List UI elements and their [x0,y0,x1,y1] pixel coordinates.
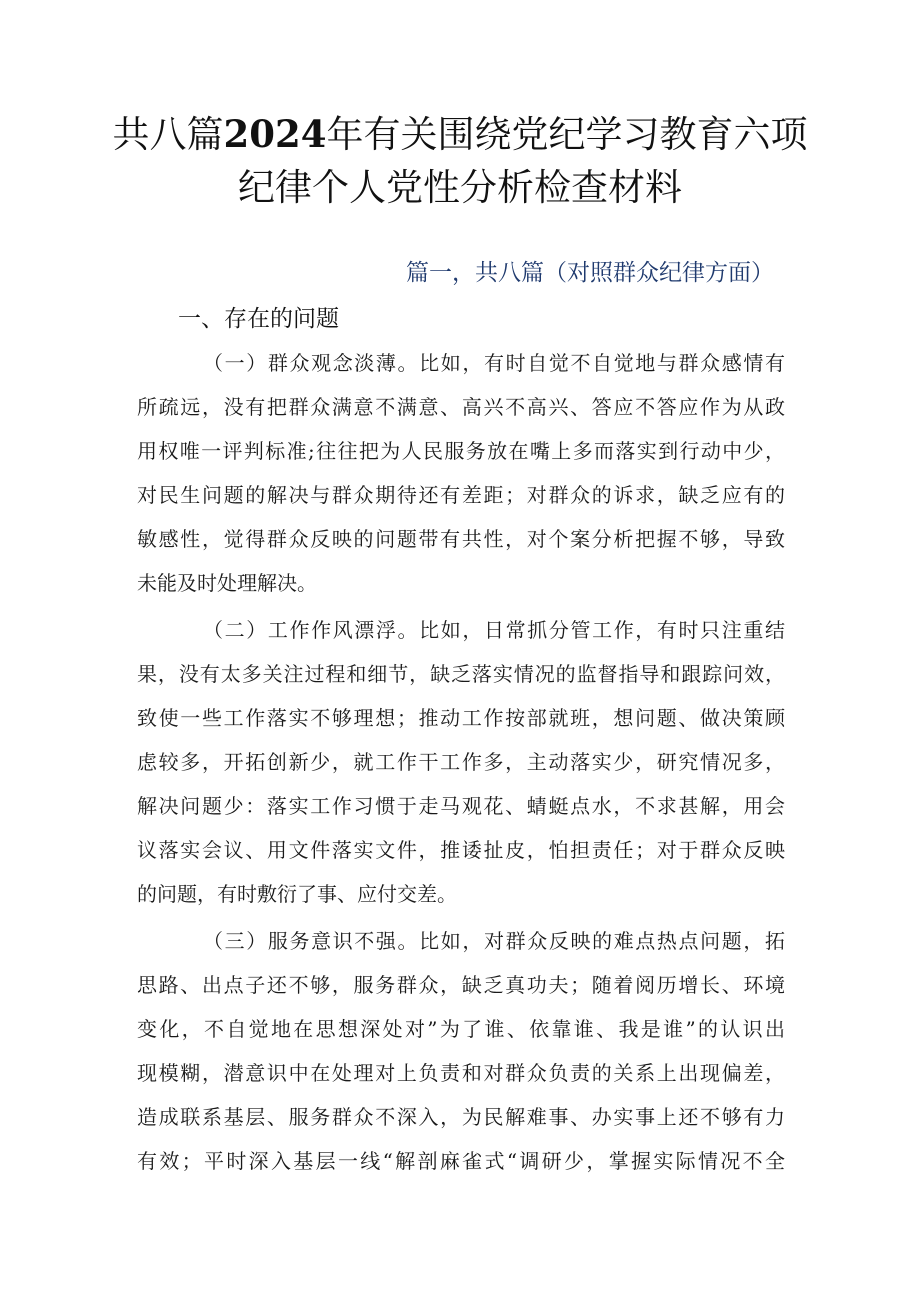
paragraph-line: 造成联系基层、服务群众不深入，为民解难事、办实事上还不够有力 [137,1105,785,1129]
paragraph-1 [137,341,785,605]
title-prefix: 共八篇 [112,113,224,156]
paragraph-line: 解决问题少：落实工作习惯于走马观花、蜻蜓点水，不求甚解，用会 [137,794,785,818]
section-heading: 一、存在的问题 [178,306,339,332]
paragraph-line: 议落实会议、用文件落实文件，推诿扯皮，怕担责任；对于群众反映 [137,838,785,862]
paragraph-line: 未能及时处理解决。 [137,571,317,595]
paragraph-line: 的问题，有时敷衍了事、应付交差。 [137,882,457,906]
paragraph-line: （二）工作作风漂浮。比如，日常抓分管工作，有时只注重结 [203,618,785,642]
paragraph-line: 对民生问题的解决与群众期待还有差距；对群众的诉求，缺乏应有的 [137,483,785,507]
paragraph-line: 敏感性，觉得群众反映的问题带有共性，对个案分析把握不够，导致 [137,527,785,551]
title-suffix: 年有关围绕党纪学习教育六项 [326,113,808,156]
paragraph-line: （一）群众观念淡薄。比如，有时自觉不自觉地与群众感情有 [203,351,785,375]
chapter-subheading: 篇一，共八篇（对照群众纪律方面） [406,260,774,286]
paragraph-line: 所疏远，没有把群众满意不满意、高兴不高兴、答应不答应作为从政 [137,395,785,419]
document-title-line-2: 纪律个人党性分析检查材料 [238,166,682,209]
paragraph-2 [137,608,785,916]
paragraph-line: 思路、出点子还不够，服务群众，缺乏真功夫；随着阅历增长、环境 [137,973,785,997]
document-title-line-1 [100,108,820,161]
paragraph-line: 致使一些工作落实不够理想；推动工作按部就班，想问题、做决策顾 [137,706,785,730]
paragraph-line: 虑较多，开拓创新少，就工作干工作多，主动落实少，研究情况多， [137,750,785,774]
paragraph-line: 现模糊，潜意识中在处理对上负责和对群众负责的关系上出现偏差， [137,1061,785,1085]
title-year: 2024 [223,112,327,156]
paragraph-line: 果，没有太多关注过程和细节，缺乏落实情况的监督指导和跟踪问效， [137,662,785,686]
paragraph-line: 有效；平时深入基层一线“解剖麻雀式“调研少，掌握实际情况不全 [137,1149,785,1173]
paragraph-line: （三）服务意识不强。比如，对群众反映的难点热点问题，拓 [203,929,785,953]
paragraph-line: 变化，不自觉地在思想深处对”为了谁、依靠谁、我是谁”的认识出 [137,1017,785,1041]
paragraph-3 [137,919,785,1183]
paragraph-line: 用权唯一评判标准;往往把为人民服务放在嘴上多而落实到行动中少， [137,439,785,463]
